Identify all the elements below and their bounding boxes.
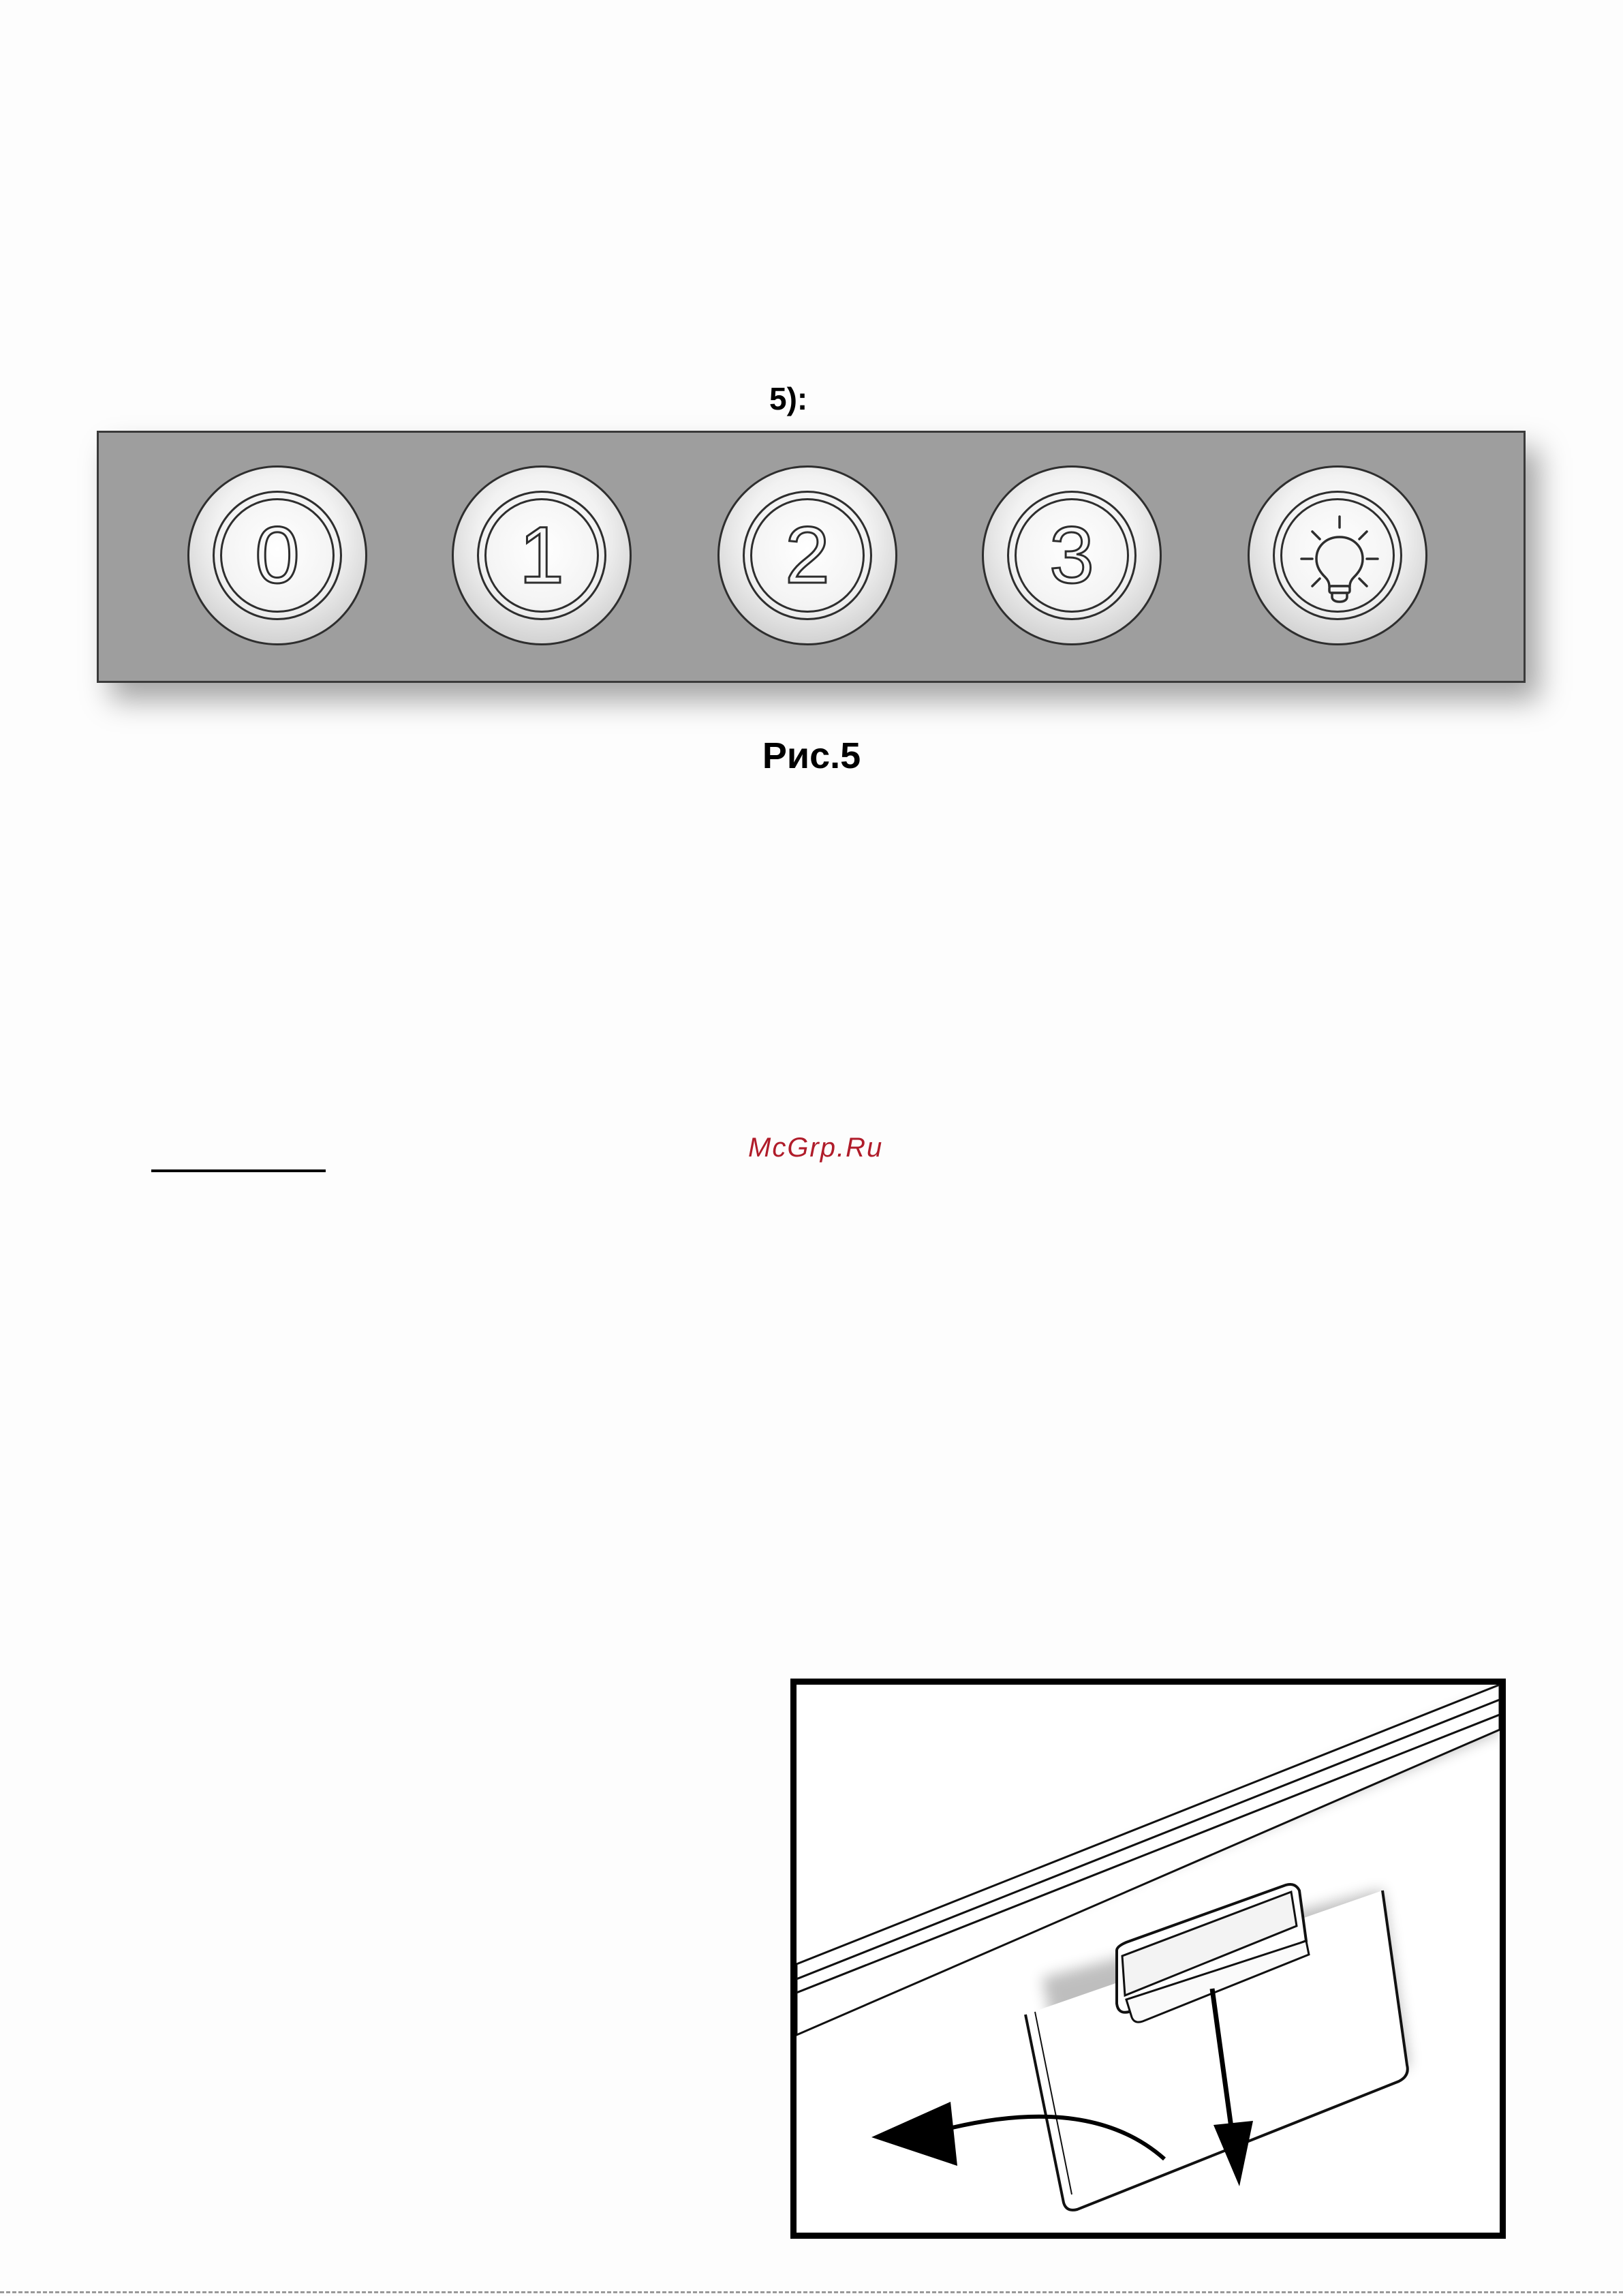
light-bulb-icon — [1250, 468, 1429, 647]
heading-fragment: 5): — [769, 381, 808, 416]
figure-caption: Рис.5 — [762, 735, 861, 776]
speed-3-button[interactable] — [982, 465, 1162, 645]
filter-latch-drawing — [797, 1685, 1500, 2233]
watermark: McGrp.Ru — [748, 1133, 884, 1163]
filter-latch-illustration — [790, 1679, 1506, 2239]
speed-0-button[interactable] — [187, 465, 367, 645]
speed-1-button[interactable] — [452, 465, 632, 645]
light-button[interactable] — [1248, 465, 1427, 645]
speed-0-label: 0 — [255, 510, 300, 600]
speed-3-label: 3 — [1049, 510, 1094, 600]
underline-rule — [151, 1169, 326, 1172]
speed-1-label: 1 — [519, 510, 564, 600]
speed-2-button[interactable] — [717, 465, 897, 645]
hood-control-panel — [97, 431, 1526, 683]
page-bottom-rule — [0, 2291, 1623, 2293]
speed-2-label: 2 — [785, 510, 830, 600]
